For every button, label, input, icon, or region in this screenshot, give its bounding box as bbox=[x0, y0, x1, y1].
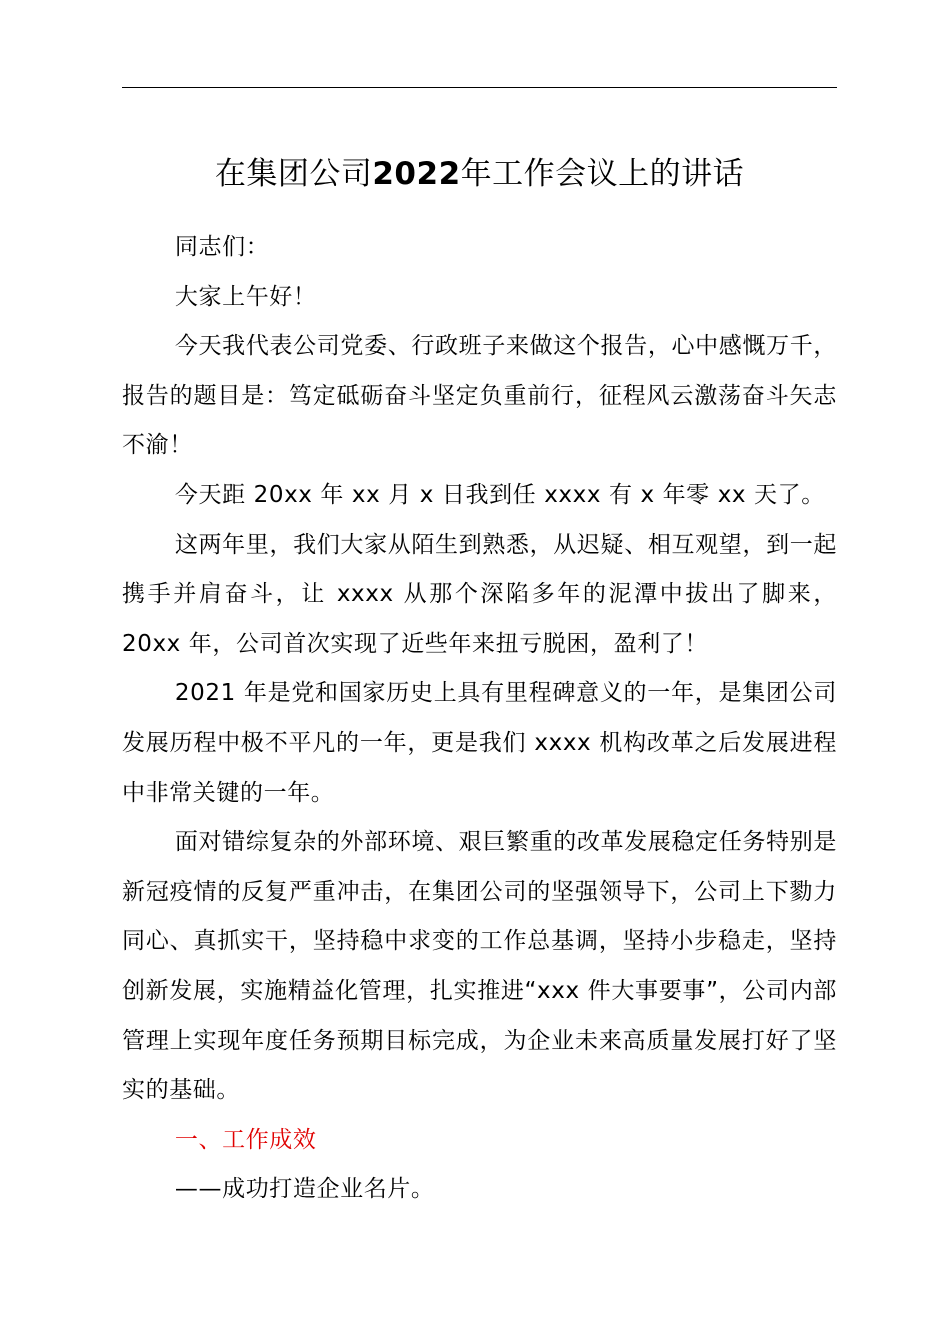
salutation: 同志们： bbox=[174, 234, 270, 260]
title-prefix: 在集团公司 bbox=[214, 156, 373, 192]
title-suffix: 年工作会议上的讲话 bbox=[460, 156, 745, 192]
title-year: 2022 bbox=[372, 156, 461, 192]
paragraph-challenges: 面对错综复杂的外部环境、艰巨繁重的改革发展稳定任务特别是新冠疫情的反复严重冲击，在集团公司的坚强领导下，公司上下勠力同心、真抓实干，坚持稳中求变的工作总基调，坚持小步稳走，坚持创新发展，实施精益化管理，扎实推进“xxx 件大事要事”，公司内部管理上实现年度任务预期目标完成，为企业未来高质量发展打好了坚实的基础。 bbox=[122, 829, 837, 1104]
paragraph-two-years: 这两年里，我们大家从陌生到熟悉，从迟疑、相互观望，到一起携手并肩奋斗，让 xxxx 从那个深陷多年的泥潭中拔出了脚来，20xx 年，公司首次实现了近些年来扭亏脱困，盈利了！ bbox=[122, 531, 837, 657]
paragraph-report-topic: 今天我代表公司党委、行政班子来做这个报告，心中感慨万千，报告的题目是：笃定砥砺奋斗坚定负重前行，征程风云激荡奋斗矢志不渝！ bbox=[122, 333, 837, 459]
paragraph-2021: 2021 年是党和国家历史上具有里程碑意义的一年，是集团公司发展历程中极不平凡的一年，更是我们 xxxx 机构改革之后发展进程中非常关键的一年。 bbox=[122, 680, 837, 806]
greeting: 大家上午好！ bbox=[174, 283, 317, 310]
section-heading: 一、工作成效 bbox=[174, 1126, 317, 1153]
speech-body bbox=[122, 223, 837, 1215]
page-title bbox=[122, 150, 837, 198]
header-rule bbox=[122, 87, 837, 88]
sub-heading: ——成功打造企业名片。 bbox=[174, 1176, 435, 1203]
paragraph-tenure: 今天距 20xx 年 xx 月 x 日我到任 xxxx 有 x 年零 xx 天了。 bbox=[174, 481, 825, 508]
